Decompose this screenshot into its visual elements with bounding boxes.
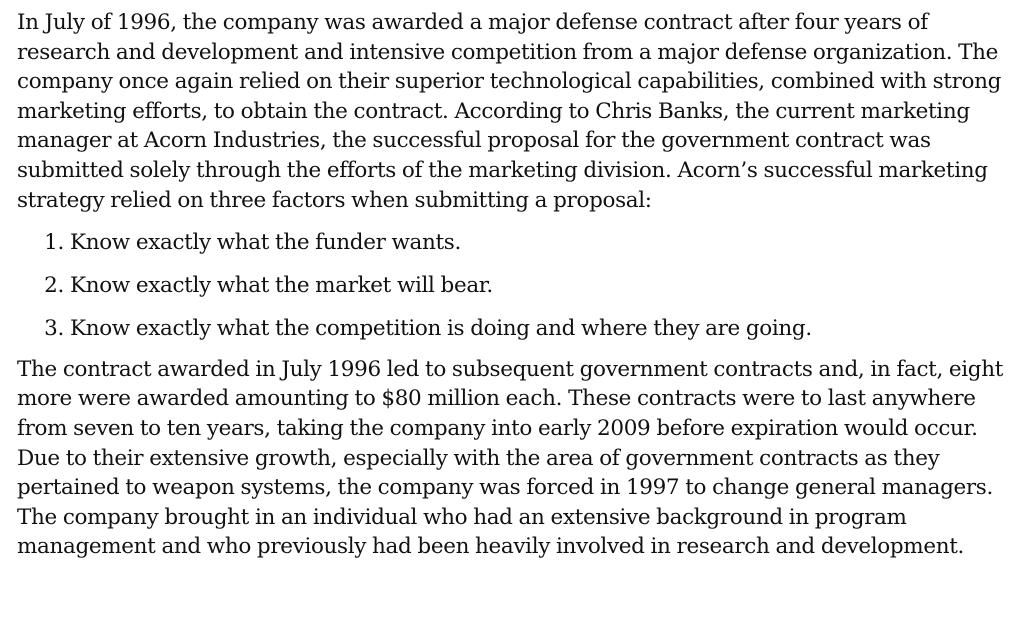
intro-paragraph: In July of 1996, the company was awarded a major defense contract after four years of research and development and intensive competition from a major defense organization. The company once again relied on their superior technological capabilities, combined with strong marketing efforts, to obtain the contract. According to Chris Banks, the current marketing manager at Acorn Industries, the successful proposal for the government contract was submitted solely through the efforts of the marketing division. Acorn’s successful marketing strategy relied on three factors when submitting a proposal: [17, 10, 1002, 213]
proposal-factors-list [17, 228, 1007, 344]
list-item [17, 228, 1007, 258]
contracts-paragraph: The contract awarded in July 1996 led to subsequent government contracts and, in fact, eight more were awarded amounting to $80 million each. These contracts were to last anywhere from seven to ten years, taking the company into early 2009 before expiration would occur. Due to their extensive growth, especially with the area of government contracts as they pertained to weapon systems, the company was forced in 1997 to change general managers. The company brought in an individual who had an extensive background in program management and who previously had been heavily involved in research and development. [17, 356, 1004, 560]
list-item-number: 1. [44, 229, 64, 255]
list-item-text: Know exactly what the funder wants. [70, 229, 461, 255]
list-item-number: 3. [44, 315, 64, 341]
list-item [17, 271, 1007, 301]
document-body [17, 8, 1007, 562]
list-item-text: Know exactly what the competition is doing and where they are going. [70, 315, 812, 341]
list-item [17, 314, 1007, 344]
list-item-text: Know exactly what the market will bear. [70, 272, 493, 298]
list-item-number: 2. [44, 272, 64, 298]
